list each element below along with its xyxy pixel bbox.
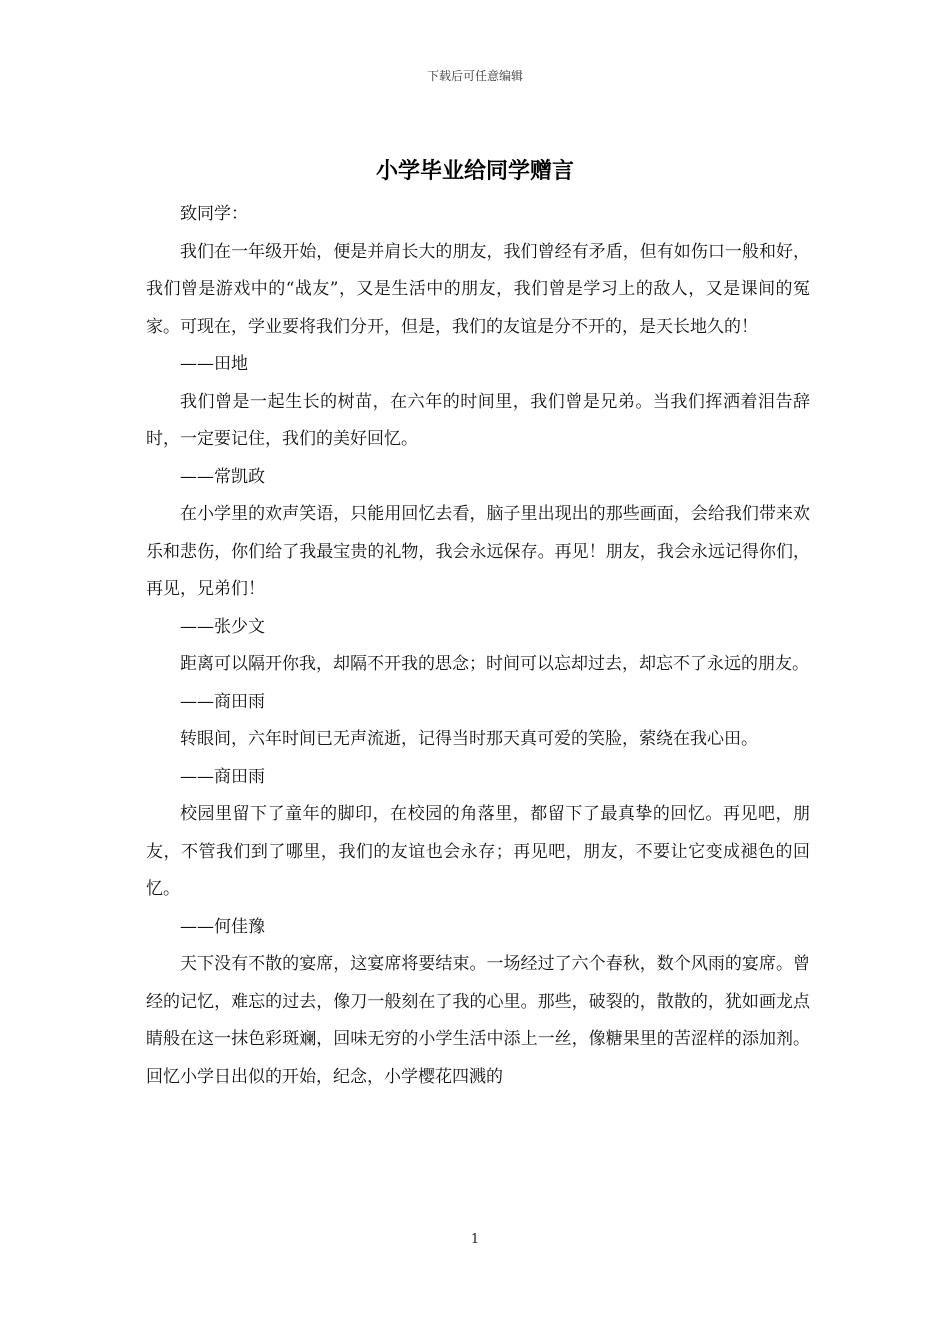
document-title: 小学毕业给同学赠言 (375, 158, 574, 184)
signature: ——田地 (180, 354, 248, 374)
page-number: 1 (470, 1232, 480, 1247)
paragraph: 校园里留下了童年的脚印，在校园的角落里，都留下了最真挚的回忆。再见吧，朋友，不管我们到了哪里，我们的友谊也会永存；再见吧，朋友，不要让它变成褪色的回忆。 (146, 804, 810, 899)
signature: ——常凯政 (180, 466, 265, 487)
page-header-note: 下载后可任意编辑 (426, 69, 523, 83)
paragraph: 天下没有不散的宴席，这宴席将要结束。一场经过了六个春秋，数个风雨的宴席。曾经的记忆，难忘的过去，像刀一般刻在了我的心里。那些，破裂的，散散的，犹如画龙点睛般在这一抹色彩斑斓，回味无穷的小学生活中添上一丝，像糖果里的苦涩样的添加剂。回忆小学日出似的开始，纪念，小学樱花四溅的 (146, 954, 810, 1087)
paragraph: 在小学里的欢声笑语，只能用回忆去看，脑子里出现出的那些画面，会给我们带来欢乐和悲伤，你们给了我最宝贵的礼物，我会永远保存。再见！朋友，我会永远记得你们，再见，兄弟们！ (146, 504, 810, 599)
paragraph: 距离可以隔开你我，却隔不开我的思念；时间可以忘却过去，却忘不了永远的朋友。 (180, 654, 809, 674)
signature: ——商田雨 (180, 691, 265, 712)
salutation: 致同学： (180, 204, 248, 224)
signature: ——何佳豫 (180, 916, 265, 937)
signature: ——商田雨 (180, 766, 265, 787)
paragraph: 转眼间，六年时间已无声流逝，记得当时那天真可爱的笑脸，萦绕在我心田。 (180, 729, 758, 749)
signature: ——张少文 (180, 616, 265, 637)
document-body (146, 196, 810, 1096)
paragraph: 我们曾是一起生长的树苗，在六年的时间里，我们曾是兄弟。当我们挥洒着泪告辞时，一定要记住，我们的美好回忆。 (146, 391, 810, 449)
paragraph: 我们在一年级开始，便是并肩长大的朋友，我们曾经有矛盾，但有如伤口一般和好，我们曾是游戏中的“战友”，又是生活中的朋友，我们曾是学习上的敌人，又是课间的冤家。可现在，学业要将我们分开，但是，我们的友谊是分不开的，是天长地久的！ (146, 241, 810, 337)
